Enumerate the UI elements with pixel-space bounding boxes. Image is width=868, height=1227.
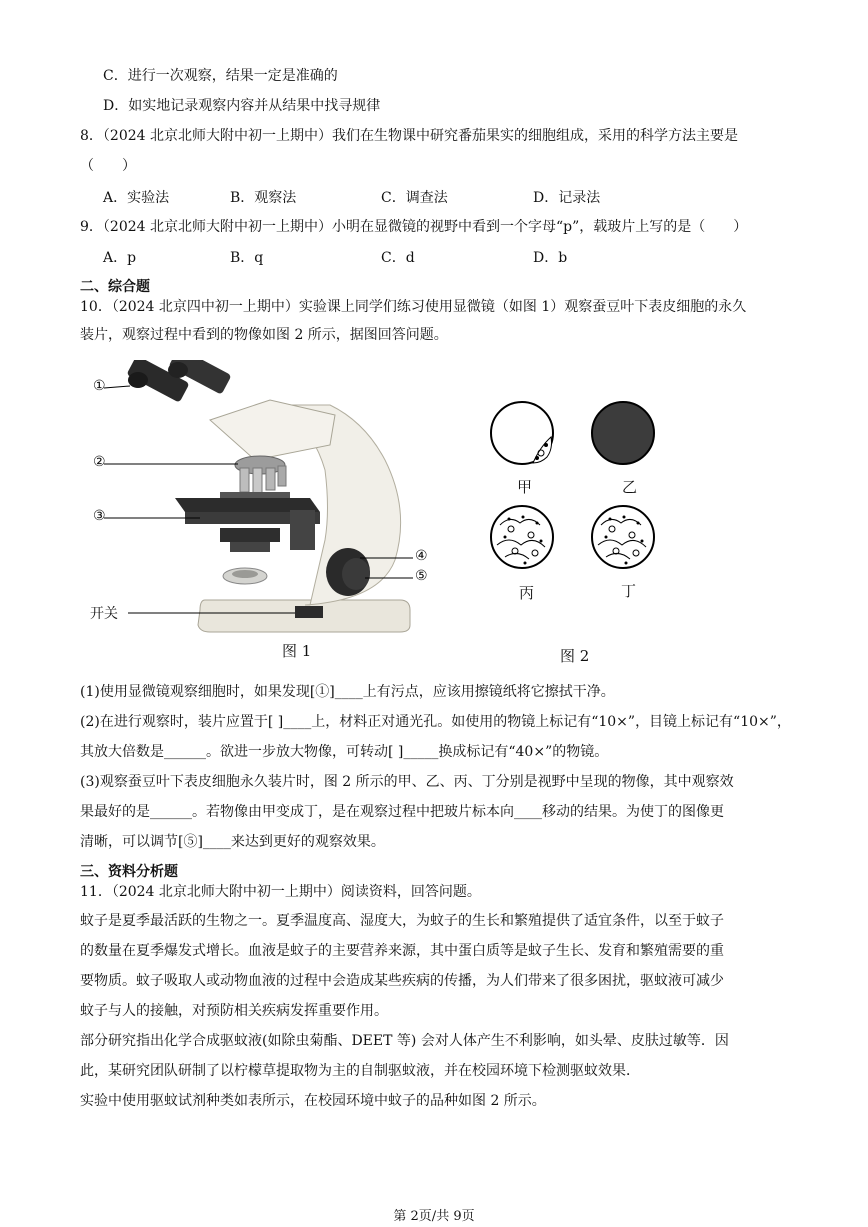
q10-stem-cont: 装片，观察过程中看到的物像如图 2 所示，据图回答问题。 — [80, 327, 448, 343]
q10-sub2-line1: (2)在进行观察时，装片应置于[ ]____上，材料正对通光孔。如使用的物镜上标记有“10×”，目镜上标记有“10×”， — [80, 714, 791, 730]
q9-option-b: B．q — [230, 250, 264, 266]
q11-para2-line2: 此，某研究团队研制了以柠檬草提取物为主的自制驱蚊液，并在校园环境下检测驱蚊效果． — [80, 1063, 640, 1079]
callout-4: ④ — [415, 548, 428, 564]
fig2-label-bing: 丙 — [519, 584, 535, 602]
q9-stem: 9．（2024 北京北师大附中初一上期中）小明在显微镜的视野中看到一个字母“p”，载玻片上写的是（ ） — [80, 219, 748, 235]
fig2-label-jia: 甲 — [517, 478, 533, 496]
callout-1: ① — [93, 378, 106, 394]
callout-3: ③ — [93, 508, 106, 524]
q10-sub3-line2: 果最好的是______。若物像由甲变成丁，是在观察过程中把玻片标本向____移动的结果。为使丁的图像更 — [80, 804, 724, 820]
callout-5: ⑤ — [415, 568, 428, 584]
q8-option-c: C．调查法 — [381, 190, 448, 206]
figure-2-caption: 图 2 — [560, 647, 590, 665]
q11-para1-line4: 蚊子与人的接触，对预防相关疾病发挥重要作用。 — [80, 1003, 388, 1019]
q8-stem: 8．（2024 北京北师大附中初一上期中）我们在生物课中研究番茄果实的细胞组成，采用的科学方法主要是 — [80, 128, 738, 144]
q9-option-a: A．p — [103, 250, 137, 266]
q10-stem: 10．（2024 北京四中初一上期中）实验课上同学们练习使用显微镜（如图 1）观察蚕豆叶下表皮细胞的永久 — [80, 299, 747, 315]
q11-para1-line2: 的数量在夏季爆发式增长。血液是蚊子的主要营养来源，其中蛋白质等是蚊子生长、发育和繁殖需要的重 — [80, 943, 724, 959]
q11-para3: 实验中使用驱蚊试剂种类如表所示，在校园环境中蚊子的品种如图 2 所示。 — [80, 1093, 546, 1109]
q8-stem-paren: （ ） — [80, 158, 136, 174]
page-number: 第 2页/共 9页 — [393, 1209, 475, 1224]
q10-sub2-line2: 其放大倍数是______。欲进一步放大物像，可转动[ ]_____换成标记有“40×”的物镜。 — [80, 744, 609, 760]
q11-para2-line1: 部分研究指出化学合成驱蚊液(如除虫菊酯、DEET 等) 会对人体产生不利影响，如头晕、皮肤过敏等．因 — [80, 1033, 729, 1049]
q8-option-a: A．实验法 — [103, 190, 170, 206]
fields-of-view-figure — [485, 395, 665, 585]
q10-sub1: (1)使用显微镜观察细胞时，如果发现[①]____上有污点，应该用擦镜纸将它擦拭干净。 — [80, 684, 615, 700]
figure-1-caption: 图 1 — [282, 642, 312, 660]
q11-para1-line3: 要物质。蚊子吸取人或动物血液的过程中会造成某些疾病的传播，为人们带来了很多困扰，驱蚊液可减少 — [80, 973, 724, 989]
fig2-label-ding: 丁 — [621, 582, 637, 600]
q7-option-d: D．如实地记录观察内容并从结果中找寻规律 — [103, 98, 381, 114]
q11-para1-line1: 蚊子是夏季最活跃的生物之一。夏季温度高、湿度大，为蚊子的生长和繁殖提供了适宜条件，以至于蚊子 — [80, 913, 724, 929]
section-3-title: 三、资料分析题 — [80, 864, 178, 880]
q11-stem: 11．（2024 北京北师大附中初一上期中）阅读资料，回答问题。 — [80, 884, 481, 900]
callout-switch: 开关 — [90, 606, 118, 622]
callout-2: ② — [93, 454, 106, 470]
q10-sub3-line1: (3)观察蚕豆叶下表皮细胞永久装片时，图 2 所示的甲、乙、丙、丁分别是视野中呈现的物像，其中观察效 — [80, 774, 734, 790]
microscope-figure — [80, 360, 440, 640]
q8-option-b: B．观察法 — [230, 190, 297, 206]
q9-option-d: D．b — [533, 250, 568, 266]
q10-sub3-line3: 清晰，可以调节[⑤]____来达到更好的观察效果。 — [80, 834, 385, 850]
q8-option-d: D．记录法 — [533, 190, 601, 206]
fig2-label-yi: 乙 — [622, 478, 638, 496]
q7-option-c: C．进行一次观察，结果一定是准确的 — [103, 68, 338, 84]
q9-option-c: C．d — [381, 250, 415, 266]
section-2-title: 二、综合题 — [80, 279, 150, 295]
